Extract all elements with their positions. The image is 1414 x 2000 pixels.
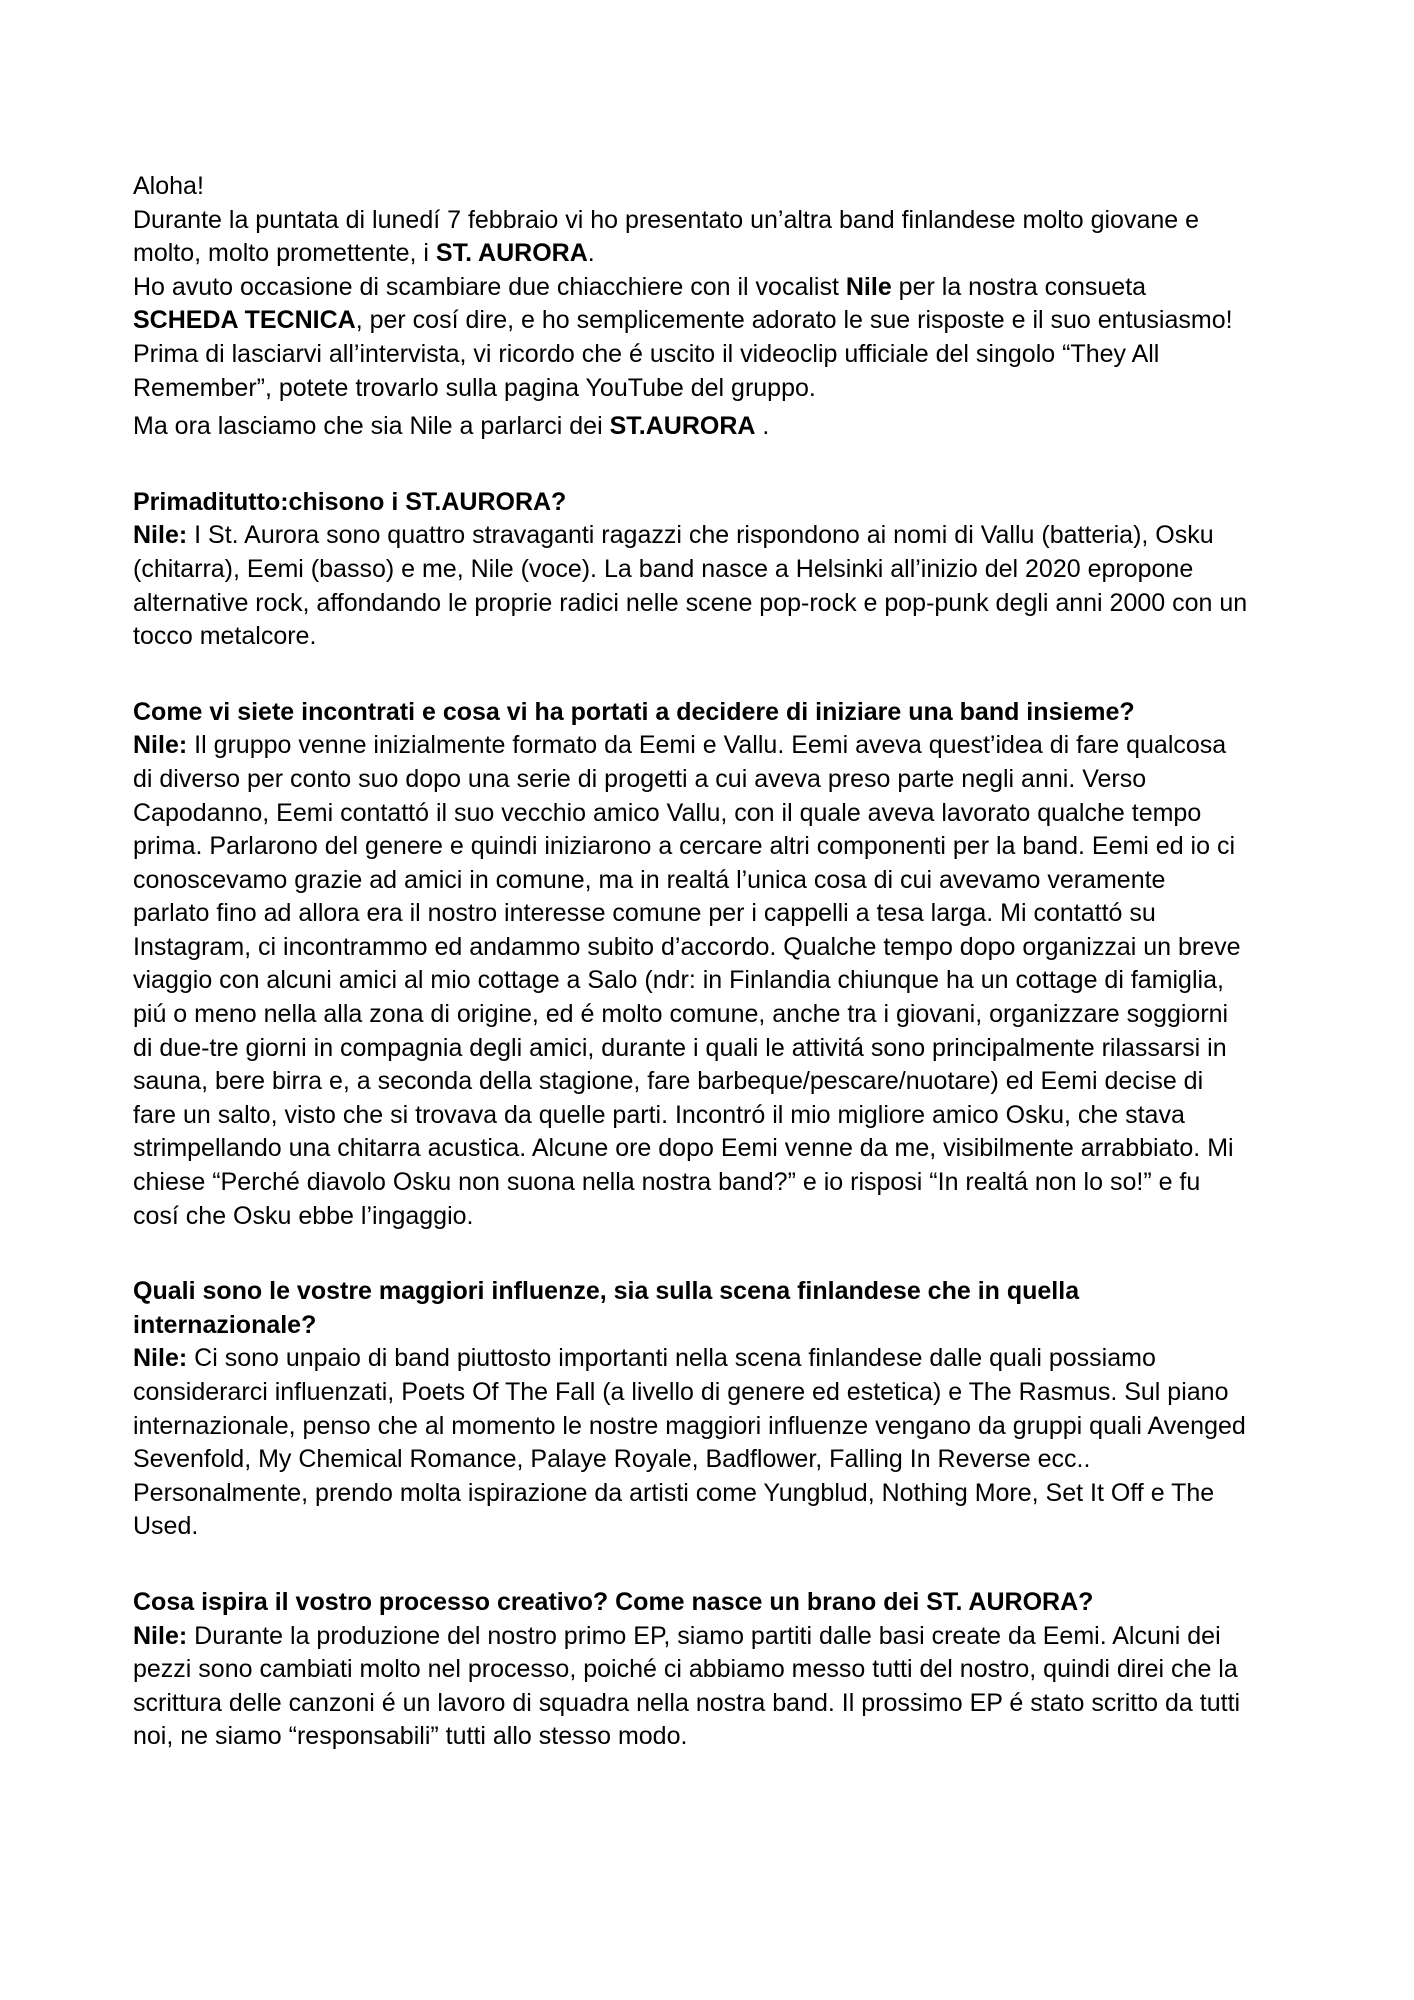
- paragraph: [133, 1620, 1248, 1754]
- text-run: Ci sono unpaio di band piuttosto importanti nella scena finlandese dalle quali possiamo considerarci influenzati, Poets Of The Fall (a livello di genere ed estetica) e The Rasmus. Sul piano internazionale, penso che al momento le nostre maggiori influenze vengano da gruppi quali Avenged Sevenfold, My Chemical Romance, Palaye Royale, Badflower, Falling In Reverse ecc.. Personalmente, prendo molta ispirazione da artisti come Yungblud, Nothing More, Set It Off e The Used.: [133, 1344, 1246, 1541]
- text-run: .: [587, 239, 595, 268]
- text-run: Nile:: [133, 1621, 188, 1650]
- question-heading: [133, 486, 1248, 520]
- text-run: Nile:: [133, 731, 188, 760]
- document-body: [133, 170, 1248, 1754]
- text-run: .: [755, 412, 770, 441]
- text-run: , per cosí dire, e ho semplicemente adorato le sue risposte e il suo entusiasmo!: [355, 306, 1233, 335]
- text-run: Cosa ispira il vostro processo creativo? Come nasce un brano dei ST. AURORA?: [133, 1587, 1094, 1616]
- text-run: I St. Aurora sono quattro stravaganti ragazzi che rispondono ai nomi di Vallu (batteria), Osku (chitarra), Eemi (basso) e me, Nile (voce). La band nasce a Helsinki all’inizio del 2020 epropone alternative rock, affondando le proprie radici nelle scene pop-rock e pop-punk degli anni 2000 con un tocco metalcore.: [133, 521, 1248, 651]
- paragraph: [133, 729, 1248, 1233]
- text-run: Aloha!: [133, 172, 204, 200]
- text-run: Durante la produzione del nostro primo EP, siamo partiti dalle basi create da Eemi. Alcuni dei pezzi sono cambiati molto nel processo, poiché ci abbiamo messo tutti del nostro, quindi direi che la scrittura delle canzoni é un lavoro di squadra nella nostra band. Il prossimo EP é stato scritto da tutti noi, ne siamo “responsabili” tutti allo stesso modo.: [133, 1621, 1241, 1751]
- text-run: Nile: [845, 272, 892, 301]
- text-run: Il gruppo venne inizialmente formato da Eemi e Vallu. Eemi aveva quest’idea di fare qualcosa di diverso per conto suo dopo una serie di progetti a cui aveva preso parte negli anni. Verso Capodanno, Eemi contattó il suo vecchio amico Vallu, con il quale aveva lavorato qualche tempo prima. Parlarono del genere e quindi iniziarono a cercare altri componenti per la band. Eemi ed io ci conoscevamo grazie ad amici in comune, ma in realtá l’unica cosa di cui avevamo veramente parlato fino ad allora era il nostro interesse comune per i cappelli a tesa larga. Mi contattó su Instagram, ci incontrammo ed andammo subito d’accordo. Qualche tempo dopo organizzai un breve viaggio con alcuni amici al mio cottage a Salo (ndr: in Finlandia chiunque ha un cottage di famiglia, piú o meno nella alla zona di origine, ed é molto comune, anche tra i giovani, organizzare soggiorni di due-tre giorni in compagnia degli amici, durante i quali le attivitá sono principalmente rilassarsi in sauna, bere birra e, a seconda della stagione, fare barbeque/pescare/nuotare) ed Eemi decise di fare un salto, visto che si trovava da quelle parti. Incontró il mio migliore amico Osku, che stava strimpellando una chitarra acustica. Alcune ore dopo Eemi venne da me, visibilmente arrabbiato. Mi chiese “Perché diavolo Osku non suona nella nostra band?” e io risposi “In realtá non lo so!” e fu cosí che Osku ebbe l’ingaggio.: [133, 731, 1241, 1230]
- text-run: Ma ora lasciamo che sia Nile a parlarci dei: [133, 412, 610, 441]
- text-run: per la nostra consueta: [891, 272, 1147, 301]
- text-run: Ho avuto occasione di scambiare due chiacchiere con il vocalist: [133, 272, 846, 301]
- text-run: Come vi siete incontrati e cosa vi ha portati a decidere di iniziare una band insieme?: [133, 697, 1135, 726]
- paragraph: [133, 204, 1248, 271]
- text-run: Quali sono le vostre maggiori influenze, sia sulla scena finlandese che in quella internazionale?: [133, 1277, 1080, 1339]
- paragraph: [133, 1342, 1248, 1544]
- paragraph: [133, 519, 1248, 653]
- paragraph: [133, 170, 1248, 204]
- question-heading: [133, 1275, 1248, 1342]
- text-run: Primaditutto:chisono i ST.AURORA?: [133, 487, 567, 516]
- text-run: ST.AURORA: [609, 412, 756, 441]
- text-run: Nile:: [133, 521, 188, 550]
- text-run: ST. AURORA: [435, 239, 588, 268]
- text-run: SCHEDA TECNICA: [133, 306, 356, 335]
- paragraph: [133, 271, 1248, 338]
- text-run: Prima di lasciarvi all’intervista, vi ricordo che é uscito il videoclip ufficiale del singolo “They All Remember”, potete trovarlo sulla pagina YouTube del gruppo.: [133, 339, 1160, 402]
- paragraph: [133, 410, 1248, 444]
- text-run: Durante la puntata di lunedí 7 febbraio vi ho presentato un’altra band finlandese molto giovane e molto, molto promettente, i: [133, 205, 1200, 268]
- question-heading: [133, 1586, 1248, 1620]
- text-run: Nile:: [133, 1344, 188, 1373]
- question-heading: [133, 696, 1248, 730]
- paragraph: [133, 338, 1248, 405]
